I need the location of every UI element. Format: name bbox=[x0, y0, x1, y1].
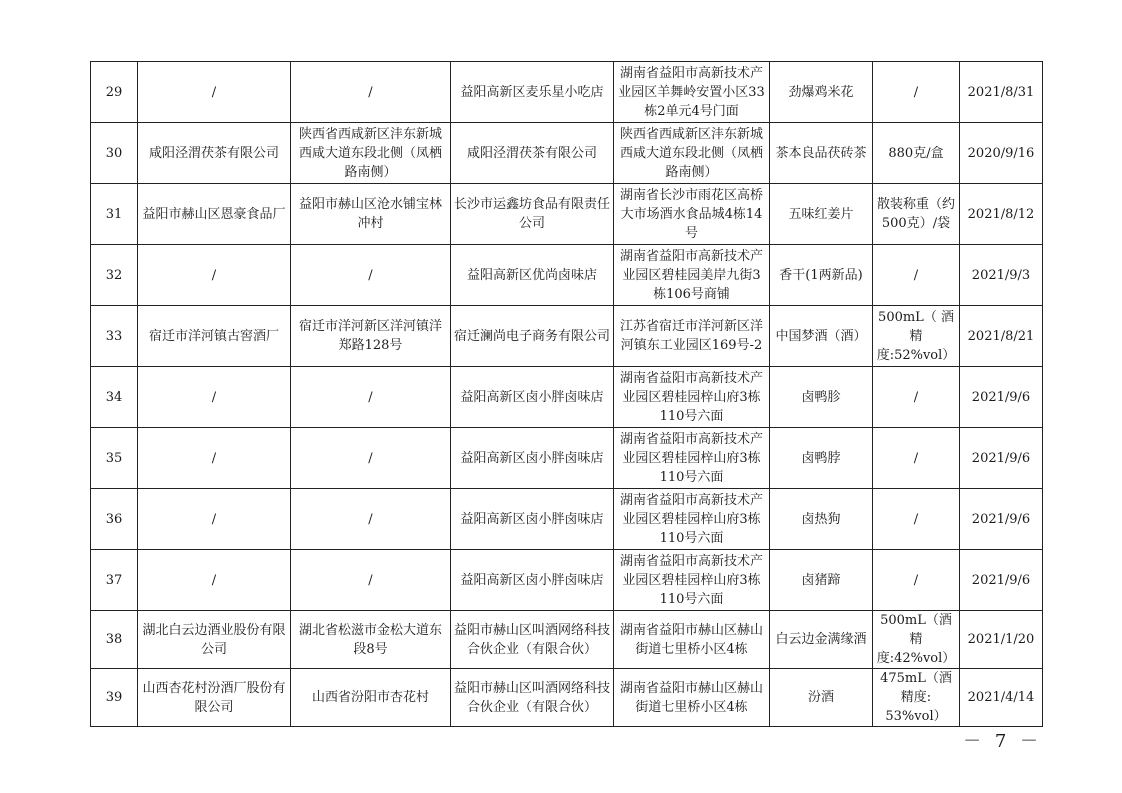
cell-producer-address: / bbox=[291, 428, 451, 489]
cell-seller-address: 湖南省益阳市高新技术产业园区碧桂园梓山府3栋110号六面 bbox=[614, 428, 770, 489]
cell-specification: / bbox=[873, 367, 960, 428]
cell-product-name: 卤猪蹄 bbox=[770, 550, 873, 611]
cell-producer-address: / bbox=[291, 245, 451, 306]
cell-producer-name: / bbox=[138, 489, 291, 550]
cell-seller-address: 湖南省益阳市高新技术产业园区碧桂园梓山府3栋110号六面 bbox=[614, 550, 770, 611]
cell-specification: 500mL（酒精度:42%vol） bbox=[873, 611, 960, 669]
cell-producer-address: / bbox=[291, 550, 451, 611]
table-row bbox=[91, 550, 1043, 611]
cell-production-date: 2021/8/31 bbox=[960, 62, 1043, 123]
table-row bbox=[91, 306, 1043, 367]
cell-production-date: 2021/9/6 bbox=[960, 550, 1043, 611]
cell-index: 35 bbox=[91, 428, 138, 489]
cell-product-name: 卤鸭胗 bbox=[770, 367, 873, 428]
cell-producer-name: / bbox=[138, 62, 291, 123]
cell-seller-address: 湖南省益阳市高新技术产业园区碧桂园梓山府3栋110号六面 bbox=[614, 367, 770, 428]
cell-product-name: 劲爆鸡米花 bbox=[770, 62, 873, 123]
cell-product-name: 五味红姜片 bbox=[770, 184, 873, 245]
cell-producer-address: 山西省汾阳市杏花村 bbox=[291, 669, 451, 727]
cell-specification: / bbox=[873, 245, 960, 306]
cell-production-date: 2021/9/6 bbox=[960, 489, 1043, 550]
cell-seller-address: 陕西省西咸新区沣东新城西咸大道东段北侧（凤栖路南侧） bbox=[614, 123, 770, 184]
table-row bbox=[91, 367, 1043, 428]
cell-index: 38 bbox=[91, 611, 138, 669]
cell-seller-address: 湖南省益阳市高新技术产业园区碧桂园美岸九街3栋106号商铺 bbox=[614, 245, 770, 306]
cell-seller-address: 湖南省长沙市雨花区高桥大市场酒水食品城4栋14号 bbox=[614, 184, 770, 245]
cell-producer-name: 湖北白云边酒业股份有限公司 bbox=[138, 611, 291, 669]
cell-index: 33 bbox=[91, 306, 138, 367]
cell-index: 36 bbox=[91, 489, 138, 550]
cell-seller-name: 宿迁澜尚电子商务有限公司 bbox=[451, 306, 614, 367]
cell-seller-name: 益阳高新区优尚卤味店 bbox=[451, 245, 614, 306]
cell-seller-name: 咸阳泾渭茯茶有限公司 bbox=[451, 123, 614, 184]
cell-product-name: 卤热狗 bbox=[770, 489, 873, 550]
cell-producer-name: 咸阳泾渭茯茶有限公司 bbox=[138, 123, 291, 184]
cell-seller-name: 益阳高新区卤小胖卤味店 bbox=[451, 489, 614, 550]
cell-specification: 880克/盒 bbox=[873, 123, 960, 184]
page-number: － 7 － bbox=[963, 731, 1042, 752]
cell-producer-name: 宿迁市洋河镇古窖酒厂 bbox=[138, 306, 291, 367]
cell-seller-address: 湖南省益阳市高新技术产业园区碧桂园梓山府3栋110号六面 bbox=[614, 489, 770, 550]
cell-product-name: 茶本良品茯砖茶 bbox=[770, 123, 873, 184]
cell-producer-address: 宿迁市洋河新区洋河镇洋郑路128号 bbox=[291, 306, 451, 367]
cell-producer-address: / bbox=[291, 489, 451, 550]
cell-seller-address: 湖南省益阳市高新技术产业园区羊舞岭安置小区33栋2单元4号门面 bbox=[614, 62, 770, 123]
table-row bbox=[91, 245, 1043, 306]
cell-specification: / bbox=[873, 428, 960, 489]
cell-production-date: 2021/9/6 bbox=[960, 367, 1043, 428]
cell-seller-name: 益阳高新区卤小胖卤味店 bbox=[451, 550, 614, 611]
cell-index: 32 bbox=[91, 245, 138, 306]
cell-specification: 散装称重（约500克）/袋 bbox=[873, 184, 960, 245]
cell-index: 37 bbox=[91, 550, 138, 611]
cell-production-date: 2020/9/16 bbox=[960, 123, 1043, 184]
sampling-results-table bbox=[90, 61, 1043, 727]
cell-seller-name: 益阳市赫山区叫酒网络科技合伙企业（有限合伙） bbox=[451, 611, 614, 669]
table-row bbox=[91, 669, 1043, 727]
cell-seller-address: 湖南省益阳市赫山区赫山街道七里桥小区4栋 bbox=[614, 669, 770, 727]
cell-specification: 500mL（ 酒精度:52%vol） bbox=[873, 306, 960, 367]
cell-specification: 475mL（酒精度: 53%vol） bbox=[873, 669, 960, 727]
cell-seller-name: 益阳高新区麦乐星小吃店 bbox=[451, 62, 614, 123]
cell-producer-name: / bbox=[138, 428, 291, 489]
cell-production-date: 2021/8/12 bbox=[960, 184, 1043, 245]
cell-producer-name: / bbox=[138, 367, 291, 428]
cell-producer-address: 湖北省松滋市金松大道东段8号 bbox=[291, 611, 451, 669]
cell-seller-name: 益阳高新区卤小胖卤味店 bbox=[451, 428, 614, 489]
cell-index: 30 bbox=[91, 123, 138, 184]
cell-production-date: 2021/9/6 bbox=[960, 428, 1043, 489]
cell-specification: / bbox=[873, 550, 960, 611]
cell-seller-address: 湖南省益阳市赫山区赫山街道七里桥小区4栋 bbox=[614, 611, 770, 669]
cell-product-name: 白云边金满缘酒 bbox=[770, 611, 873, 669]
cell-production-date: 2021/8/21 bbox=[960, 306, 1043, 367]
cell-index: 31 bbox=[91, 184, 138, 245]
cell-producer-address: 益阳市赫山区沧水铺宝林冲村 bbox=[291, 184, 451, 245]
cell-product-name: 香干(1两新品) bbox=[770, 245, 873, 306]
cell-index: 29 bbox=[91, 62, 138, 123]
cell-producer-address: 陕西省西咸新区沣东新城西咸大道东段北侧（凤栖路南侧） bbox=[291, 123, 451, 184]
cell-production-date: 2021/4/14 bbox=[960, 669, 1043, 727]
cell-product-name: 卤鸭脖 bbox=[770, 428, 873, 489]
cell-producer-address: / bbox=[291, 367, 451, 428]
cell-seller-name: 益阳高新区卤小胖卤味店 bbox=[451, 367, 614, 428]
cell-index: 34 bbox=[91, 367, 138, 428]
cell-index: 39 bbox=[91, 669, 138, 727]
cell-production-date: 2021/1/20 bbox=[960, 611, 1043, 669]
cell-specification: / bbox=[873, 62, 960, 123]
cell-specification: / bbox=[873, 489, 960, 550]
table-row bbox=[91, 428, 1043, 489]
cell-producer-name: 益阳市赫山区恩豪食品厂 bbox=[138, 184, 291, 245]
cell-seller-name: 益阳市赫山区叫酒网络科技合伙企业（有限合伙） bbox=[451, 669, 614, 727]
table-row bbox=[91, 611, 1043, 669]
cell-product-name: 中国梦酒（酒） bbox=[770, 306, 873, 367]
cell-producer-name: / bbox=[138, 550, 291, 611]
cell-producer-address: / bbox=[291, 62, 451, 123]
table-row bbox=[91, 62, 1043, 123]
cell-seller-address: 江苏省宿迁市洋河新区洋河镇东工业园区169号-2 bbox=[614, 306, 770, 367]
cell-product-name: 汾酒 bbox=[770, 669, 873, 727]
table-body bbox=[91, 62, 1043, 727]
cell-producer-name: 山西杏花村汾酒厂股份有限公司 bbox=[138, 669, 291, 727]
cell-seller-name: 长沙市运鑫坊食品有限责任公司 bbox=[451, 184, 614, 245]
cell-production-date: 2021/9/3 bbox=[960, 245, 1043, 306]
table-row bbox=[91, 123, 1043, 184]
table-row bbox=[91, 184, 1043, 245]
table-row bbox=[91, 489, 1043, 550]
cell-producer-name: / bbox=[138, 245, 291, 306]
